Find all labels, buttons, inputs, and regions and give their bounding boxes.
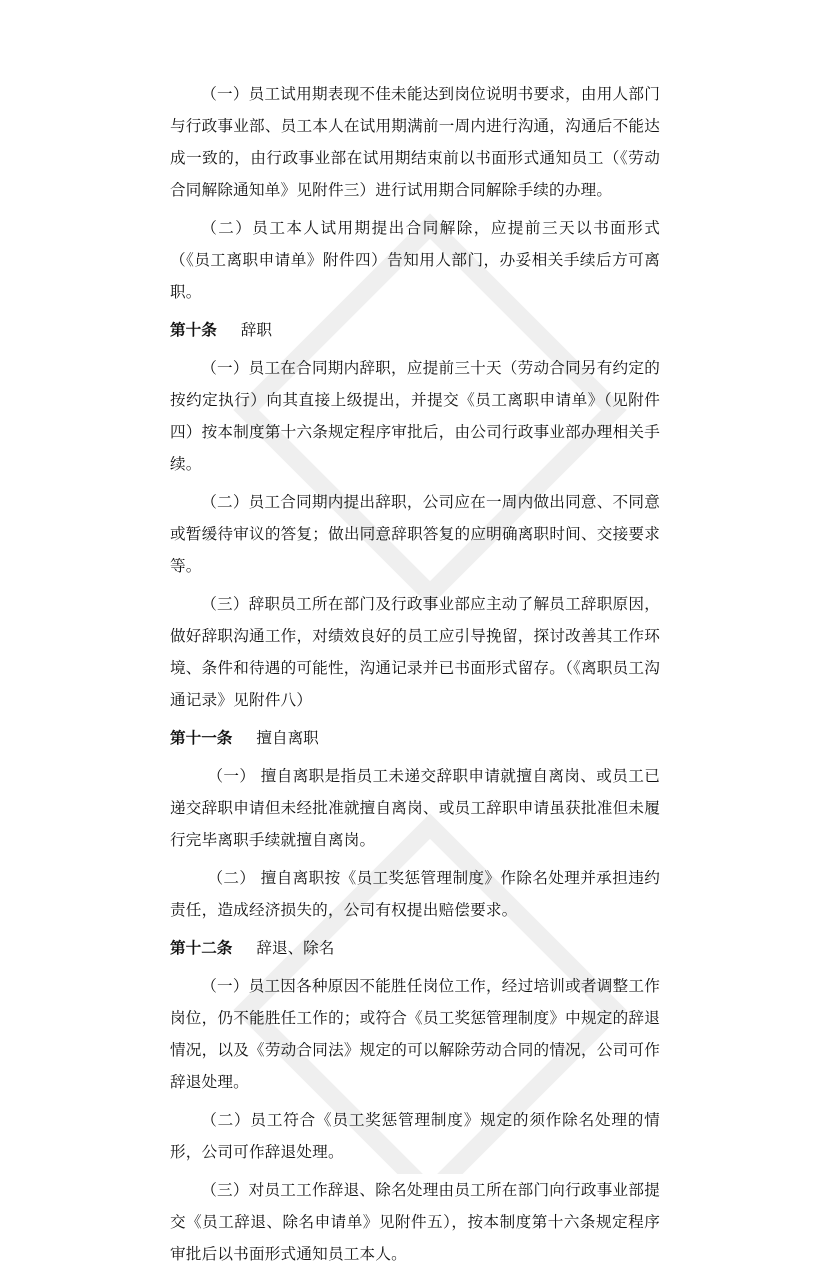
section-heading-12 xyxy=(170,932,660,964)
section-title: 辞退、除名 xyxy=(256,939,335,957)
section10-item-3: （三）辞职员工所在部门及行政事业部应主动了解员工辞职原因，做好辞职沟通工作，对绩效良好的员工应引导挽留，探讨改善其工作环境、条件和待遇的可能性，沟通记录并已书面形式留存。（《离职员工沟通记录》见附件八） xyxy=(170,595,660,709)
section10-item-2: （二）员工合同期内提出辞职，公司应在一周内做出同意、不同意或暂缓待审议的答复；做出同意辞职答复的应明确离职时间、交接要求等。 xyxy=(170,493,660,575)
section-title: 辞职 xyxy=(240,321,272,339)
section-number: 第十一条 xyxy=(170,729,233,747)
section-heading-11 xyxy=(170,722,660,754)
section12-item-1: （一）员工因各种原因不能胜任岗位工作，经过培训或者调整工作岗位，仍不能胜任工作的；或符合《员工奖惩管理制度》中规定的辞退情况，以及《劳动合同法》规定的可以解除劳动合同的情况，公司可作辞退处理。 xyxy=(170,977,660,1091)
section-heading-10 xyxy=(170,314,660,346)
document-page xyxy=(170,78,660,1276)
section-title: 擅自离职 xyxy=(256,729,319,747)
section11-item-1: （一） 擅自离职是指员工未递交辞职申请就擅自离岗、或员工已递交辞职申请但未经批准就擅自离岗、或员工辞职申请虽获批准但未履行完毕离职手续就擅自离岗。 xyxy=(170,767,660,849)
section-number: 第十条 xyxy=(170,321,217,339)
section12-item-2: （二）员工符合《员工奖惩管理制度》规定的须作除名处理的情形，公司可作辞退处理。 xyxy=(170,1111,660,1161)
section11-item-2: （二） 擅自离职按《员工奖惩管理制度》作除名处理并承担违约责任，造成经济损失的，公司有权提出赔偿要求。 xyxy=(170,869,660,919)
paragraph-probation-1: （一）员工试用期表现不佳未能达到岗位说明书要求，由用人部门与行政事业部、员工本人在试用期满前一周内进行沟通，沟通后不能达成一致的，由行政事业部在试用期结束前以书面形式通知员工（《劳动合同解除通知单》见附件三）进行试用期合同解除手续的办理。 xyxy=(170,85,660,199)
paragraph-probation-2: （二）员工本人试用期提出合同解除，应提前三天以书面形式（《员工离职申请单》附件四）告知用人部门，办妥相关手续后方可离职。 xyxy=(170,219,660,301)
section10-item-1: （一）员工在合同期内辞职，应提前三十天（劳动合同另有约定的按约定执行）向其直接上级提出，并提交《员工离职申请单》（见附件四）按本制度第十六条规定程序审批后，由公司行政事业部办理相关手续。 xyxy=(170,359,660,473)
section12-item-3: （三）对员工工作辞退、除名处理由员工所在部门向行政事业部提交《员工辞退、除名申请单》见附件五），按本制度第十六条规定程序审批后以书面形式通知员工本人。 xyxy=(170,1181,660,1263)
section-number: 第十二条 xyxy=(170,939,233,957)
